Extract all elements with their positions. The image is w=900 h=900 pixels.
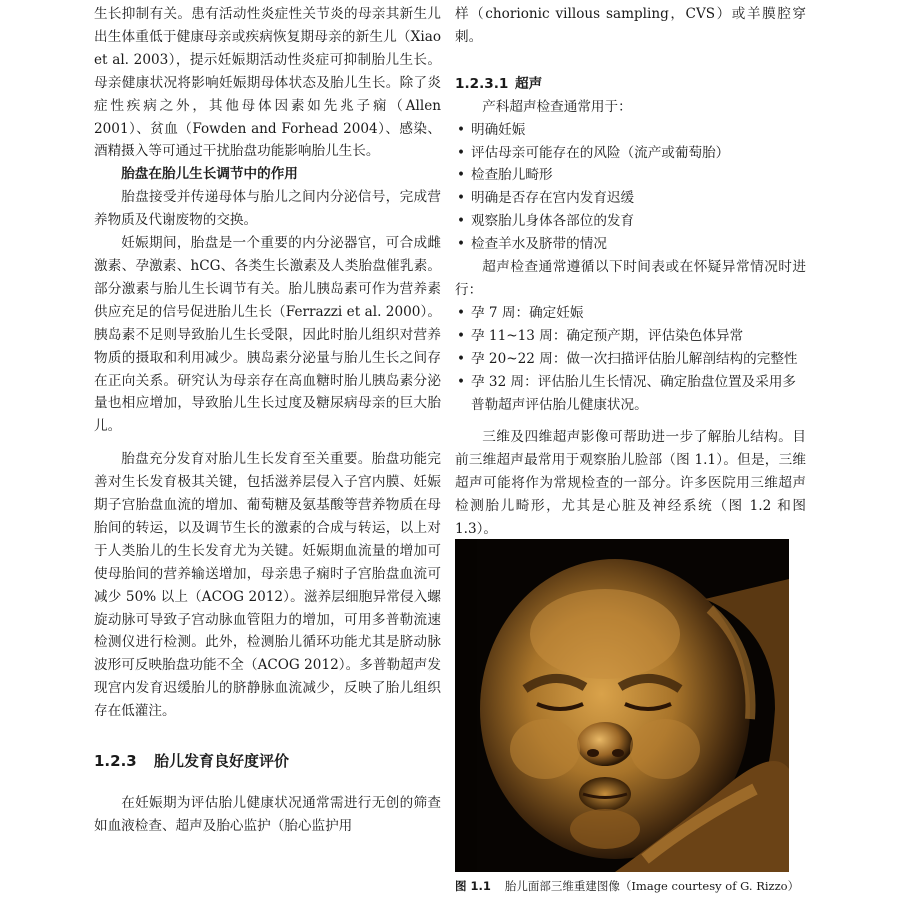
placenta-paragraph-2: 妊娠期间，胎盘是一个重要的内分泌器官，可合成雌激素、孕激素、hCG、各类生长激素及人类胎盘催乳素。部分激素与胎儿生长调节有关。胎儿胰岛素可作为营养素供应充足的信号促进胎儿生长（Ferrazzi et al. 2000）。胰岛素不足则导致胎儿生长受限，因此时胎儿组织对营养物质的摄取和利用减少。胰岛素分泌量与胎儿生长之间存在正向关系。研究认为母亲存在高血糖时胎儿胰岛素分泌量也相应增加，导致胎儿生长过度及糖尿病母亲的巨大胎儿。 [94,235,441,435]
ultrasound-uses-list [455,119,806,256]
placenta-paragraph-3: 胎盘充分发育对胎儿生长发育至关重要。胎盘功能完善对生长发育极其关键，包括滋养层侵入子宫内膜、妊娠期子宫胎盘血流的增加、葡萄糖及氨基酸等营养物质在母胎间的转运，以及调节生长的激素的合成与转运，以上对于人类胎儿的生长发育尤为关键。妊娠期血流量的增加可使母胎间的营养输送增加，母亲患子痫时子宫胎盘血流可减少 50% 以上（ACOG 2012）。滋养层细胞异常侵入螺旋动脉可导致子宫动脉血管阻力的增加，可用多普勒流速检测仪进行检测。此外，检测胎儿循环功能尤其是脐动脉波形可反映胎盘功能不全（ACOG 2012）。多普勒超声发现宫内发育迟缓胎儿的脐静脉血流减少，反映了胎儿组织存在低灌注。 [94,451,441,720]
left-column [94,3,441,838]
3d-ultrasound-paragraph: 三维及四维超声影像可帮助进一步了解胎儿结构。目前三维超声最常用于观察胎儿脸部（图 1.1）。但是，三维超声可能将作为常规检查的一部分。许多医院用三维超声检测胎儿畸形，尤其是心脏及神经系统（图 1.2 和图 1.3）。 [455,429,806,538]
fetal-face-3d-image [455,539,789,872]
figure-label: 图 1.1 [455,879,491,893]
figure-caption-text: 胎儿面部三维重建图像（Image courtesy of G. Rizzo） [504,879,800,893]
list-item: • 观察胎儿身体各部位的发育 [455,210,806,233]
schedule-list [455,302,806,417]
figure-caption [455,878,815,894]
list-item: • 孕 11~13 周：确定预产期，评估染色体异常 [455,325,806,348]
list-item: • 检查胎儿畸形 [455,164,806,187]
list-item: • 明确是否存在宫内发育迟缓 [455,187,806,210]
section-number: 1.2.3 [94,752,137,771]
subsection-heading [455,73,806,96]
intro-paragraph: 生长抑制有关。患有活动性炎症性关节炎的母亲其新生儿出生体重低于健康母亲或疾病恢复期母亲的新生儿（Xiao et al. 2003），提示妊娠期活动性炎症可抑制胎儿生长。母亲健康状况将影响妊娠期母体状态及胎儿生长。除了炎症性疾病之外，其他母体因素如先兆子痫（Allen 2001）、贫血（Fowden and Forhead 2004）、感染、酒精摄入等可通过干扰胎盘功能影响胎儿生长。 [94,6,441,160]
list-item: • 评估母亲可能存在的风险（流产或葡萄胎） [455,142,806,165]
list-item: • 孕 20~22 周：做一次扫描评估胎儿解剖结构的完整性 [455,348,806,371]
subsection-number: 1.2.3.1 [455,75,509,92]
section-title: 胎儿发育良好度评价 [154,752,290,771]
placenta-paragraph-1: 胎盘接受并传递母体与胎儿之间内分泌信号，完成营养物质及代谢废物的交换。 [94,189,441,229]
schedule-intro: 超声检查通常遵循以下时间表或在怀疑异常情况时进行： [455,259,806,298]
placenta-heading: 胎盘在胎儿生长调节中的作用 [121,166,298,183]
right-column [455,3,806,541]
list-item: • 明确妊娠 [455,119,806,142]
list-item: • 检查羊水及脐带的情况 [455,233,806,256]
subsection-title: 超声 [515,75,543,92]
ultrasound-intro: 产科超声检查通常用于： [482,98,632,115]
list-item: • 孕 7 周：确定妊娠 [455,302,806,325]
list-item: • 孕 32 周：评估胎儿生长情况、确定胎盘位置及采用多普勒超声评估胎儿健康状况。 [455,371,806,417]
section-heading [94,750,441,773]
ultrasound-illustration [455,539,789,872]
evaluation-paragraph: 在妊娠期为评估胎儿健康状况通常需进行无创的筛查如血液检查、超声及胎心监护（胎心监护用 [94,795,441,834]
continued-paragraph: 样（chorionic villous sampling，CVS）或羊膜腔穿刺。 [455,6,806,45]
